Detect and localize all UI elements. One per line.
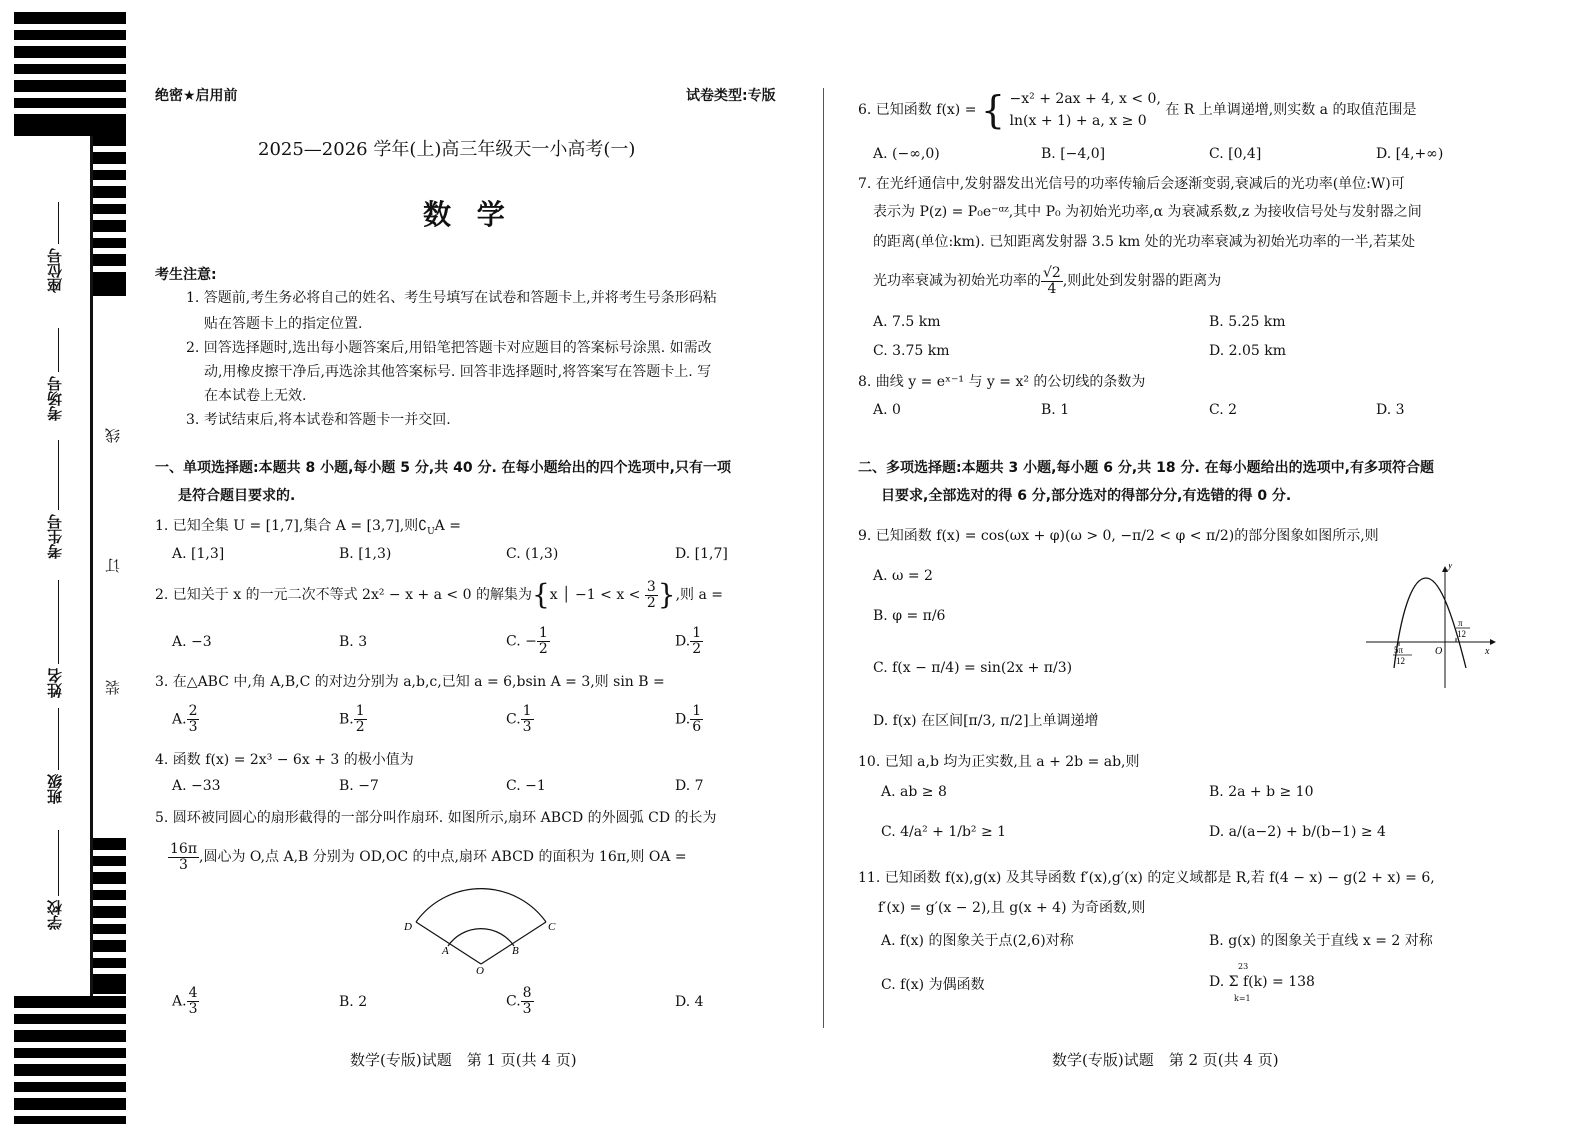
barcode-bar [90,186,126,198]
barcode-bar [90,872,126,884]
question-7-line: 表示为 P(z) = P₀e⁻ᵅᶻ,其中 P₀ 为初始光功率,α 为衰减系数,z 为接收信号处与发射器之间 [873,204,1422,220]
barcode-bar [14,1064,126,1076]
barcode-bar [14,98,126,108]
school-blank[interactable] [58,830,59,896]
radius-od [416,922,481,964]
label-c: C [548,921,556,933]
q7-option-b[interactable]: B. 5.25 km [1209,314,1286,330]
tick-label-pi: π [1458,618,1463,628]
x-label: x [1485,646,1490,657]
page-1-footer: 数学(专版)试题 第 1 页(共 4 页) [350,1051,577,1069]
notice-line: 动,用橡皮擦干净后,再选涂其他答案标号. 回答非选择题时,将答案写在答题卡上. 写 [204,364,712,380]
question-2-stem: 2. 已知关于 x 的一元二次不等式 2x² − x + a < 0 的解集为{x │ −1 < x < $\frac{3}{2}$ },则 a = [155,578,724,611]
question-7-line: 7. 在光纤通信中,发射器发出光信号的功率传输后会逐渐变弱,衰减后的光功率(单位:W)可 [858,176,1405,192]
question-3-stem: 3. 在△ABC 中,角 A,B,C 的对边分别为 a,b,c,已知 a = 6,bsin A = 3,则 sin B = [155,674,665,690]
q10-option-c[interactable]: C. 4/a² + 1/b² ≥ 1 [881,824,1007,840]
q7-option-c[interactable]: C. 3.75 km [873,343,950,359]
q8-option-b[interactable]: B. 1 [1041,402,1070,418]
barcode-bar [90,238,126,248]
barcode-bar [14,1030,126,1042]
q9-option-b[interactable]: B. φ = π/6 [873,608,946,624]
label-o: O [476,965,484,977]
sum-upper-limit: 23 [1238,962,1249,971]
barcode-bar [90,838,126,850]
class-label: 班级 [46,774,64,804]
origin-label: O [1435,646,1443,657]
barcode-bar [14,1082,126,1092]
section-1-heading: 一、单项选择题:本题共 8 小题,每小题 5 分,共 40 分. 在每小题给出的四个选项中,只有一项 [155,460,731,476]
barcode-bar [14,1098,126,1110]
q10-option-d[interactable]: D. a/(a−2) + b/(b−1) ≥ 4 [1209,824,1386,840]
label-d: D [404,921,412,933]
barcode-bar [90,890,126,900]
cut-line-label: 装 [104,680,122,695]
q9-option-a[interactable]: A. ω = 2 [873,568,933,584]
barcode-bar [14,1116,126,1124]
student-number-label: 考生号 [46,514,64,559]
label-a: A [442,945,449,957]
sum-lower-limit: k=1 [1234,994,1251,1003]
q2-option-c[interactable]: C. − $\frac{1}{2}$ [506,625,548,657]
barcode-bar [90,906,126,918]
q7-option-a[interactable]: A. 7.5 km [873,314,941,330]
q11-option-b[interactable]: B. g(x) 的图象关于直线 x = 2 对称 [1209,933,1433,949]
q4-option-a[interactable]: A. −33 [172,778,221,794]
question-9-stem: 9. 已知函数 f(x) = cos(ωx + φ)(ω > 0, −π/2 < φ < π/2)的部分图象如图所示,则 [858,528,1379,544]
notice-title: 考生注意: [155,267,217,283]
question-5-stem-cont: $\frac{16\pi}{3}$ ,圆心为 O,点 A,B 分别为 OD,OC 的中点,扇环 ABCD 的面积为 16π,则 OA = [170,840,687,873]
seat-number-label: 座位号 [46,248,64,293]
q9-option-d[interactable]: D. f(x) 在区间[π/3, π/2]上单调递增 [873,713,1099,729]
q6-option-c[interactable]: C. [0,4] [1209,146,1262,162]
q4-option-c[interactable]: C. −1 [506,778,546,794]
page-2-footer: 数学(专版)试题 第 2 页(共 4 页) [1052,1051,1279,1069]
room-number-blank[interactable] [58,328,59,372]
q11-option-c[interactable]: C. f(x) 为偶函数 [881,977,985,993]
barcode-bar [14,996,126,1008]
notice-line: 1. 答题前,考生务必将自己的姓名、考生号填写在试卷和答题卡上,并将考生号条形码粘 [186,290,717,306]
barcode-bar [14,12,126,24]
section-2-heading-cont: 目要求,全部选对的得 6 分,部分选对的得部分分,有选错的得 0 分. [881,488,1292,504]
q3-option-b[interactable]: B. $\frac{1}{2}$ [339,703,365,735]
barcode-bar [14,80,126,92]
barcode-bar [90,856,126,866]
barcode-bar [14,1014,126,1024]
section-1-heading-cont: 是符合题目要求的. [178,488,296,504]
q3-option-c[interactable]: C. $\frac{1}{3}$ [506,703,532,735]
question-11-line: 11. 已知函数 f(x),g(x) 及其导函数 f′(x),g′(x) 的定义域都是 R,若 f(4 − x) − g(2 + x) = 6, [858,870,1435,886]
barcode-bar [90,170,126,180]
barcode-bar [14,64,126,74]
q8-option-a[interactable]: A. 0 [873,402,901,418]
barcode-bar [90,958,126,968]
confidential-label: 绝密★启用前 [155,88,238,104]
school-label: 学校 [46,900,64,930]
sector-ring-figure [398,882,568,978]
q5-option-d[interactable]: D. 4 [675,994,704,1010]
question-5-stem: 5. 圆环被同圆心的扇形截得的一部分叫作扇环. 如图所示,扇环 ABCD 的外圆弧 CD 的长为 [155,810,717,826]
seat-number-blank[interactable] [58,202,59,244]
barcode-bar [90,220,126,232]
q11-option-a[interactable]: A. f(x) 的图象关于点(2,6)对称 [881,933,1074,949]
q2-option-a[interactable]: A. −3 [172,634,212,650]
question-1-stem: 1. 已知全集 U = [1,7],集合 A = [3,7],则$∁_UA$ = [155,518,461,537]
tick-label-12b: 12 [1457,629,1466,639]
barcode-bar [90,136,126,146]
barcode-bar [14,1048,126,1058]
question-8-stem: 8. 曲线 y = eˣ⁻¹ 与 y = x² 的公切线的条数为 [858,374,1146,390]
binding-line [90,136,93,996]
q10-option-a[interactable]: A. ab ≥ 8 [881,784,947,800]
class-blank[interactable] [58,708,59,770]
paper-type-label: 试卷类型:专版 [686,88,776,104]
name-blank[interactable] [58,580,59,664]
subject-title: 数 学 [423,198,513,231]
exam-title: 2025—2026 学年(上)高三年级天一小高考(一) [258,139,636,160]
outer-arc [416,889,546,922]
q10-option-b[interactable]: B. 2a + b ≥ 10 [1209,784,1314,800]
question-7-line: 光功率衰减为初始光功率的 $\frac{√2}{4}$ ,则此处到发射器的距离为 [873,264,1222,297]
q5-option-b[interactable]: B. 2 [339,994,368,1010]
page-divider [823,88,824,1028]
question-4-stem: 4. 函数 f(x) = 2x³ − 6x + 3 的极小值为 [155,752,414,768]
barcode-bar [14,30,126,40]
q6-option-b[interactable]: B. [−4,0] [1041,146,1106,162]
barcode-bar [90,152,126,164]
q1-option-a[interactable]: A. [1,3] [172,546,225,562]
q5-option-a[interactable]: A. $\frac{4}{3}$ [172,985,198,1017]
notice-line: 在本试卷上无效. [204,388,307,404]
q4-option-b[interactable]: B. −7 [339,778,379,794]
barcode-bar [90,940,126,952]
barcode-bar [90,204,126,214]
q11-option-d[interactable]: D. Σ f(k) = 138 [1209,974,1315,990]
q4-option-d[interactable]: D. 7 [675,778,704,794]
q3-option-d[interactable]: D. $\frac{1}{6}$ [675,703,702,735]
y-label: y [1448,564,1453,571]
q1-option-c[interactable]: C. (1,3) [506,546,559,562]
question-7-line: 的距离(单位:km). 已知距离发射器 3.5 km 处的光功率衰减为初始光功率的一半,若某处 [873,234,1416,250]
inner-arc [448,929,514,946]
barcode-bar [90,974,126,994]
q1-option-b[interactable]: B. [1,3) [339,546,392,562]
q2-option-b[interactable]: B. 3 [339,634,368,650]
barcode-bar [90,272,126,296]
barcode-bar [90,254,126,266]
label-b: B [512,945,519,957]
cosine-curve [1394,578,1466,668]
barcode-bar [14,46,126,58]
tick-label-5pi: 5π [1394,645,1404,655]
name-label: 姓名 [46,668,64,698]
section-2-heading: 二、多项选择题:本题共 3 小题,每小题 6 分,共 18 分. 在每小题给出的选项中,有多项符合题 [858,460,1434,476]
tick-label-12: 12 [1396,656,1405,666]
barcode-bar [90,924,126,934]
q8-option-d[interactable]: D. 3 [1376,402,1405,418]
q3-option-a[interactable]: A. $\frac{2}{3}$ [172,703,198,735]
q9-option-c[interactable]: C. f(x − π/4) = sin(2x + π/3) [873,660,1073,676]
notice-line: 贴在答题卡上的指定位置. [204,316,363,332]
q6-option-d[interactable]: D. [4,+∞) [1376,146,1444,162]
q8-option-c[interactable]: C. 2 [1209,402,1238,418]
question-6-stem: 6. 已知函数 f(x) = { −x² + 2ax + 4, x < 0, ln(x + 1) + a, x ≥ 0 在 R 上单调递增,则实数 a 的取值范围是 [858,88,1417,132]
notice-line: 2. 回答选择题时,选出每小题答案后,用铅笔把答题卡对应题目的答案标号涂黑. 如需改 [186,340,712,356]
student-number-blank[interactable] [58,440,59,510]
cosine-graph [1366,564,1496,690]
q1-option-d[interactable]: D. [1,7] [675,546,728,562]
question-11-line: f′(x) = g′(x − 2),且 g(x + 4) 为奇函数,则 [878,900,1146,916]
cut-line-label: 订 [104,558,122,573]
radius-oc [481,922,546,964]
q7-option-d[interactable]: D. 2.05 km [1209,343,1287,359]
question-10-stem: 10. 已知 a,b 均为正实数,且 a + 2b = ab,则 [858,754,1140,770]
x-axis-arrow [1490,639,1496,645]
q5-option-c[interactable]: C. $\frac{8}{3}$ [506,985,532,1017]
cut-line-label: 线 [104,428,122,443]
q2-option-d[interactable]: D. $\frac{1}{2}$ [675,625,702,657]
barcode-bar [14,114,126,136]
q6-option-a[interactable]: A. (−∞,0) [873,146,940,162]
notice-line: 3. 考试结束后,将本试卷和答题卡一并交回. [186,412,451,428]
room-number-label: 考场号 [46,376,64,421]
